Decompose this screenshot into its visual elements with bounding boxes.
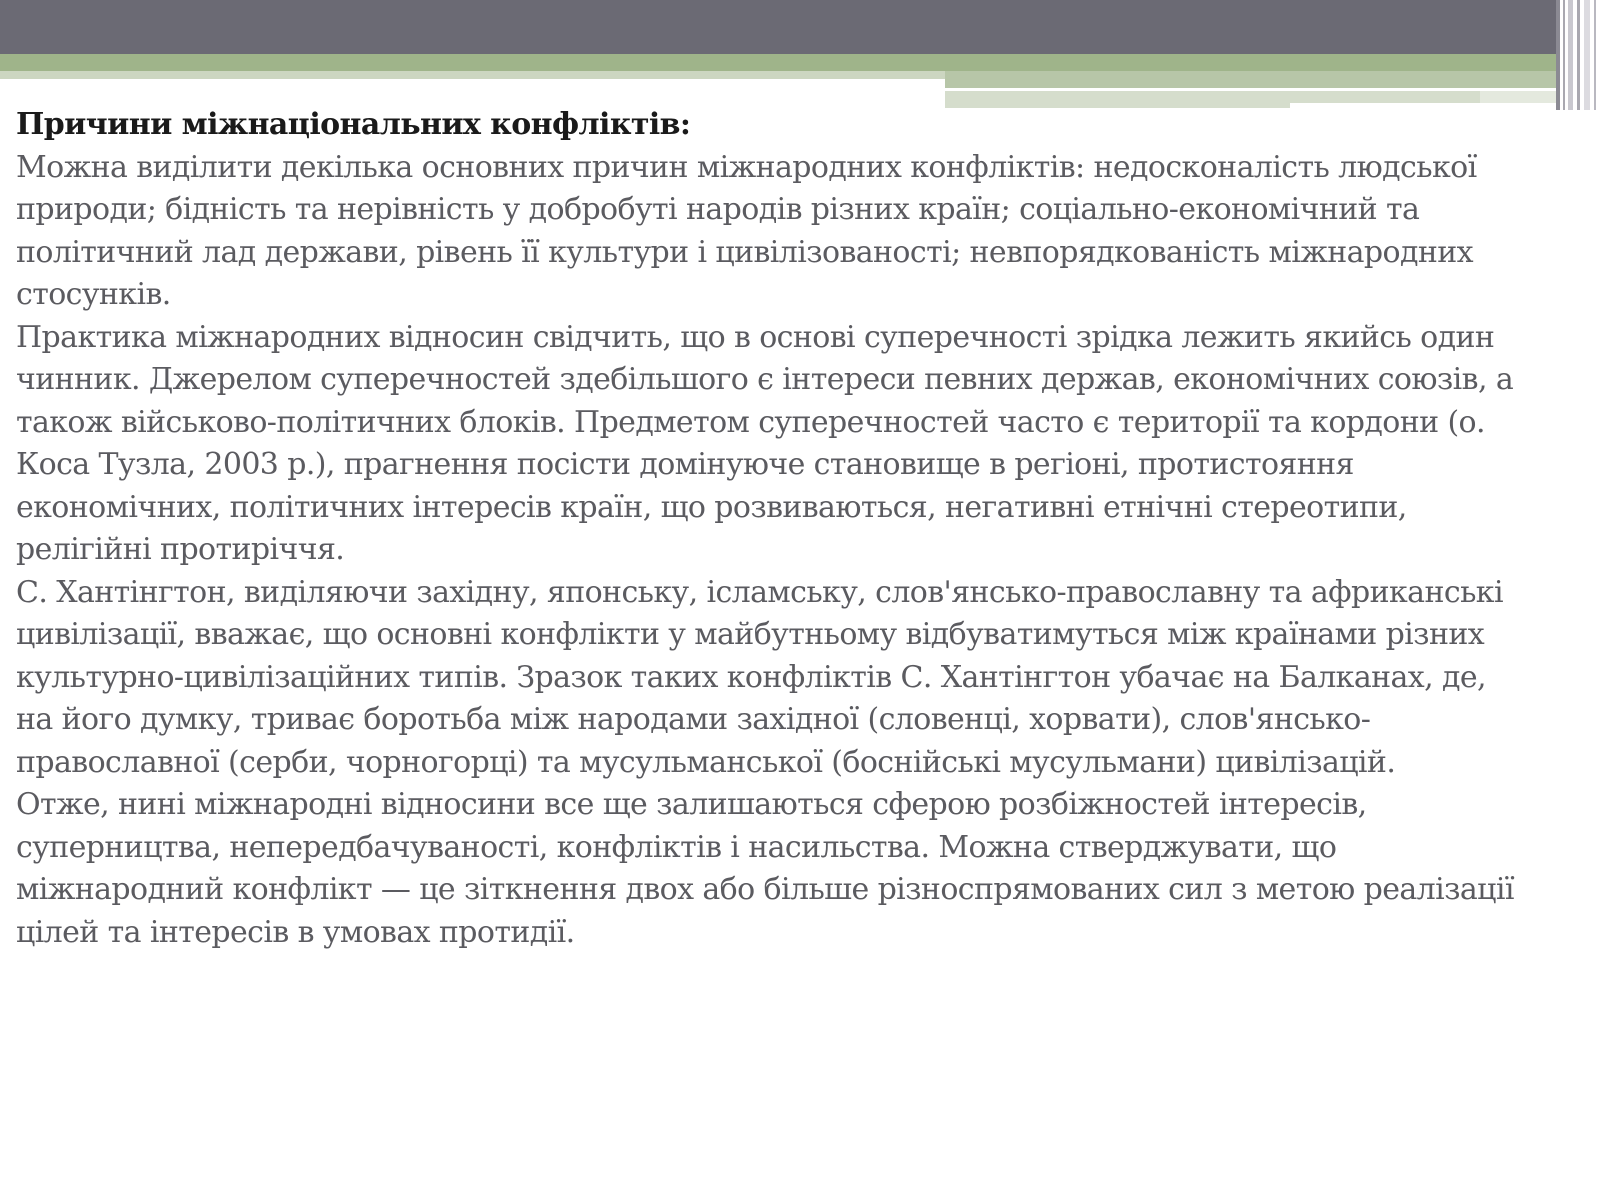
header-band-light-left: [0, 71, 945, 79]
vertical-stripe: [1568, 0, 1573, 110]
paragraph-causes: Можна виділити декілька основних причин міжнародних конфліктів: недосконалість людської природи; бідність та нерівність у добробуті народів різних країн; соціально-економічний та політичний лад держави, рівень її культури і цивілізованості; невпорядкованість міжнародних стосунків.: [16, 149, 1477, 312]
paragraph-practice: Практика міжнародних відносин свідчить, що в основі суперечності зрідка лежить якийсь один чинник. Джерелом суперечностей здебільшого є інтереси певних держав, економічних союзів, а також військово-політичних блоків. Предметом суперечностей часто є території та кордони (о. Коса Тузла, 2003 р.), прагнення посісти домінуюче становище в регіоні, протистояння економічних, політичних інтересів країн, що розвиваються, негативні етнічні стереотипи, релігійні протиріччя.: [16, 319, 1514, 567]
header-band-lower-right-tail: [1480, 91, 1560, 103]
paragraph-huntington: С. Хантінгтон, виділяючи західну, японську, ісламську, слов'янсько-православну та африканські цивілізації, вважає, що основні конфлікти у майбутньому відбуватимуться між країнами різних культурно-цивілізаційних типів. Зразок таких конфліктів С. Хантінгтон убачає на Балканах, де, на його думку, триває боротьба між народами західної (словенці, хорвати), слов'янсько-православної (серби, чорногорці) та мусульманської (боснійські мусульмани) цивілізацій.: [16, 574, 1503, 780]
paragraph-conclusion: Отже, нині міжнародні відносини все ще залишаються сферою розбіжностей інтересів, суперництва, непередбачуваності, конфліктів і насильства. Можна стверджувати, що міжнародний конфлікт — це зіткнення двох або більше різноспрямованих сил з метою реалізації цілей та інтересів в умовах протидії.: [16, 787, 1514, 950]
header-band-green: [0, 54, 1560, 71]
vertical-stripe: [1563, 0, 1565, 110]
slide-content: [16, 104, 1516, 954]
slide-heading: Причини міжнаціональних конфліктів:: [16, 107, 691, 142]
vertical-stripe: [1556, 0, 1560, 110]
header-band-light-right: [945, 71, 1560, 88]
header-vertical-stripes: [1556, 0, 1600, 110]
vertical-stripe: [1594, 0, 1596, 110]
vertical-stripe: [1584, 0, 1590, 110]
header-band-dark: [0, 0, 1560, 54]
vertical-stripe: [1577, 0, 1580, 110]
